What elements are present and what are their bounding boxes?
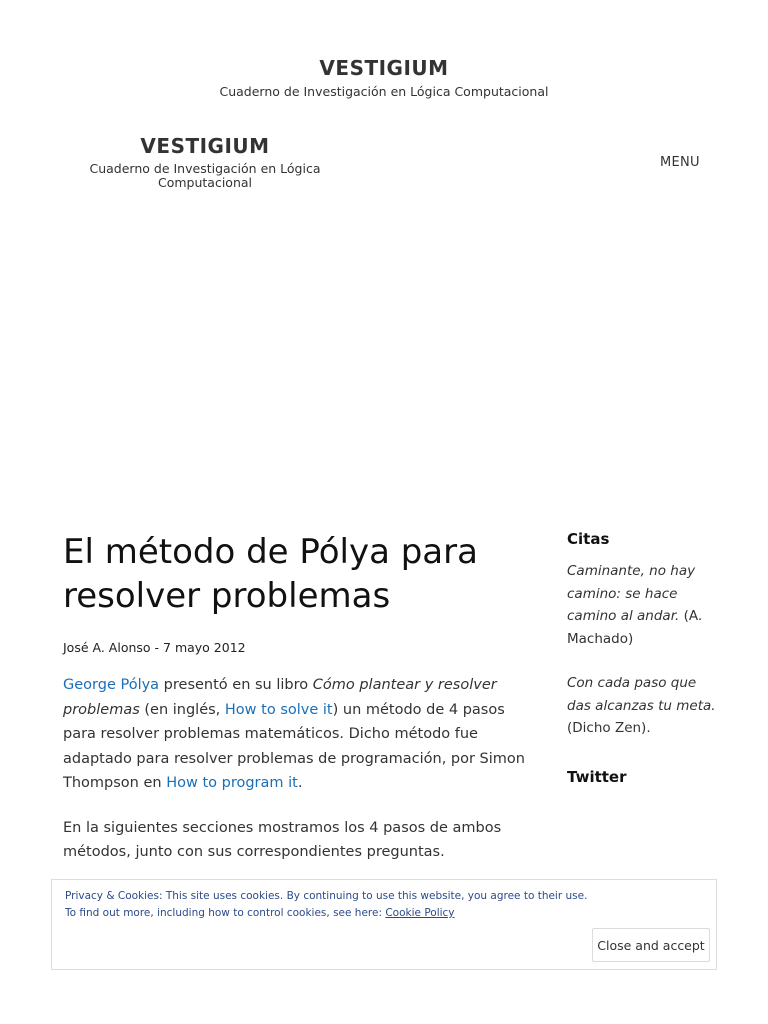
post-meta xyxy=(63,640,533,655)
cookie-line-1: Privacy & Cookies: This site uses cookies. By continuing to use this website, you agree to their use. xyxy=(65,890,588,902)
post-date-link[interactable]: 7 mayo 2012 xyxy=(163,640,246,655)
link-george-polya[interactable]: George Pólya xyxy=(63,677,160,693)
quote-1 xyxy=(567,560,717,650)
cookie-policy-link[interactable]: Cookie Policy xyxy=(385,907,455,919)
site-title-link[interactable]: VESTIGIUM xyxy=(319,56,449,80)
site-title-secondary-link[interactable]: VESTIGIUM xyxy=(140,134,270,158)
quote-1-author: (A. Machado) xyxy=(567,608,703,647)
p1-text-1: presentó en su libro xyxy=(159,677,313,693)
link-how-to-program-it[interactable]: How to program it xyxy=(166,775,298,791)
quote-2 xyxy=(567,672,717,740)
post-paragraph-1 xyxy=(63,673,533,796)
cookie-text xyxy=(65,888,587,922)
site-header-top xyxy=(0,56,768,99)
meta-separator: - xyxy=(150,640,164,655)
menu-button[interactable]: MENU xyxy=(660,155,700,170)
post-author-link[interactable]: José A. Alonso xyxy=(63,640,151,655)
quote-1-text: Caminante, no hay camino: se hace camino al andar. xyxy=(567,563,696,624)
site-tagline-secondary: Cuaderno de Investigación en Lógica Computacional xyxy=(89,161,321,190)
link-how-to-solve-it[interactable]: How to solve it xyxy=(224,701,333,718)
widget-title-twitter: Twitter xyxy=(567,767,627,786)
close-and-accept-button[interactable]: Close and accept xyxy=(592,928,710,962)
sidebar xyxy=(567,530,717,786)
p1-text-3: ) un método de 4 pasos para resolver problemas matemáticos. Dicho método fue adaptado para resolver problemas de programación, por Simon Thompson en xyxy=(63,701,525,791)
quote-2-text: Con cada paso que das alcanzas tu meta. xyxy=(567,675,716,714)
p1-text-4: . xyxy=(297,775,303,791)
post-title: El método de Pólya para resolver problemas xyxy=(63,532,478,616)
cookie-line-2 xyxy=(65,905,587,922)
widget-title-citas: Citas xyxy=(567,530,610,548)
cookie-banner xyxy=(51,879,717,970)
book-title: Cómo plantear y resolver problemas xyxy=(63,677,497,718)
cookie-line-2-prefix: To find out more, including how to control cookies, see here: xyxy=(65,907,386,919)
post-body xyxy=(63,673,533,865)
site-header-secondary xyxy=(60,134,350,190)
post-paragraph-2: En la siguientes secciones mostramos los 4 pasos de ambos métodos, junto con sus correspondientes preguntas. xyxy=(63,819,502,860)
quote-2-author: (Dicho Zen). xyxy=(567,720,651,736)
post-content xyxy=(63,530,533,885)
p1-text-2: (en inglés, xyxy=(139,701,225,718)
site-tagline: Cuaderno de Investigación en Lógica Computacional xyxy=(219,84,549,99)
